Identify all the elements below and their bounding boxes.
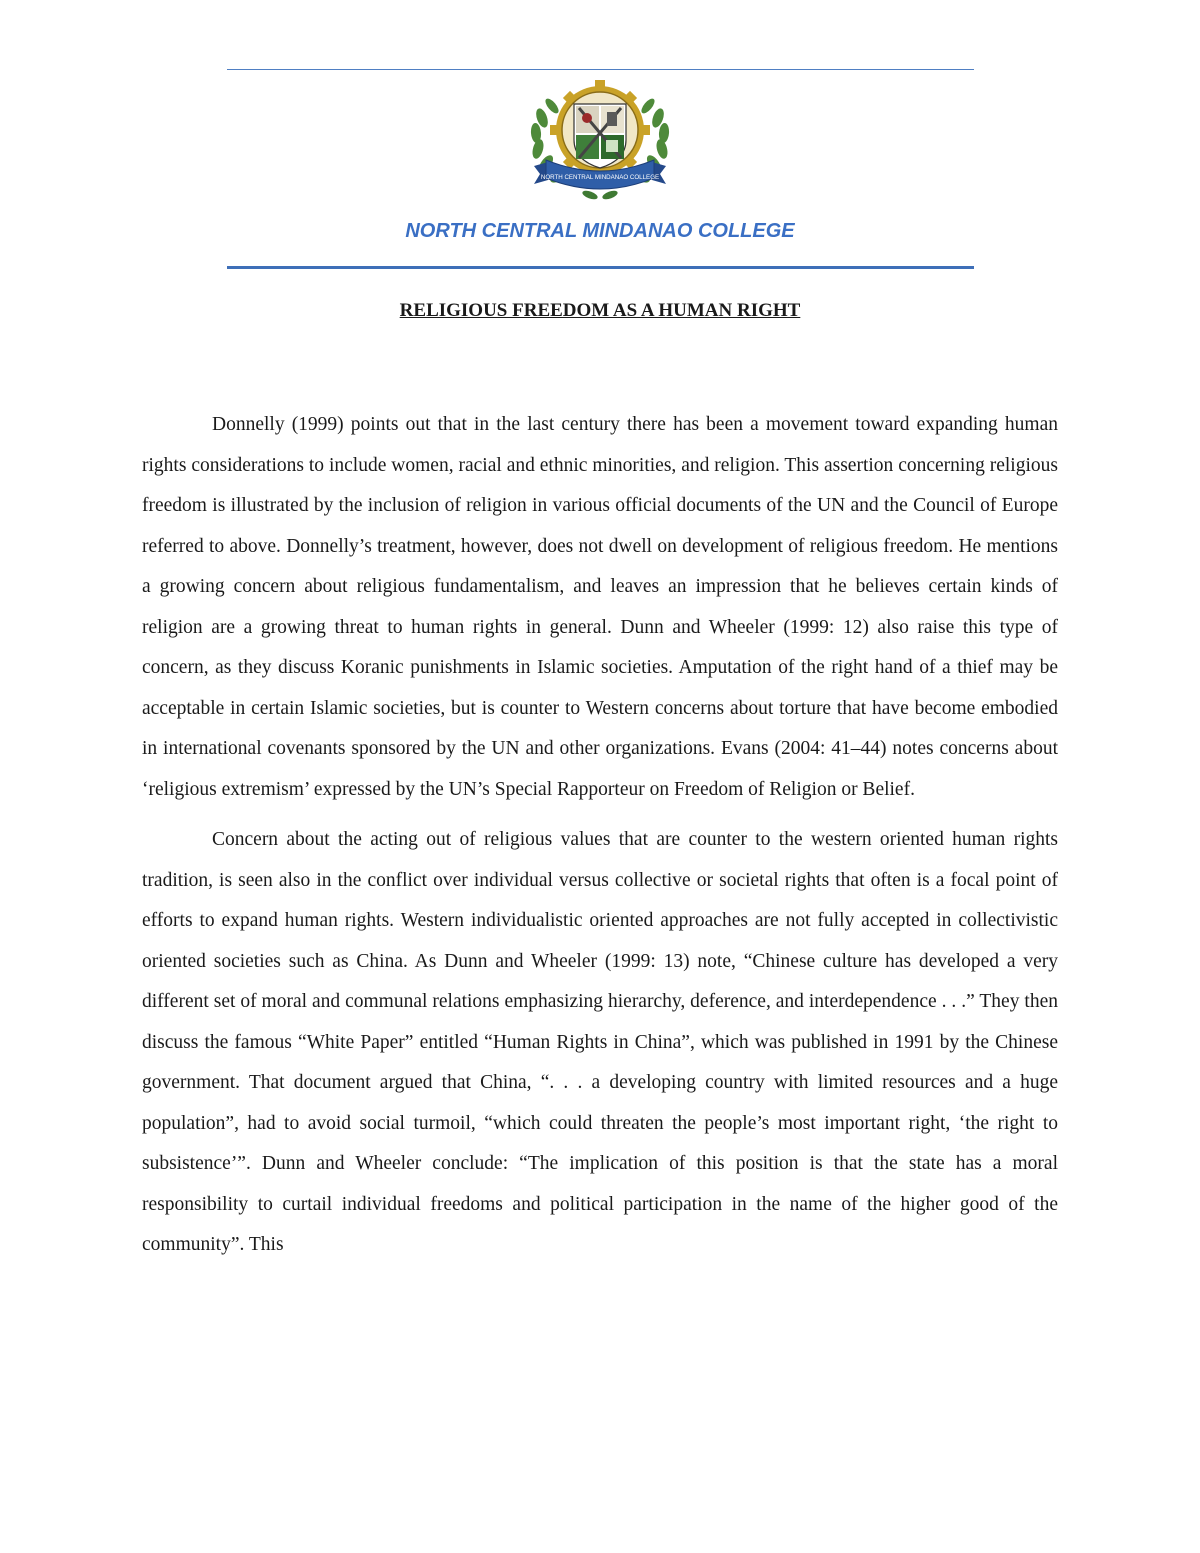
document-body <box>142 405 1058 1266</box>
document-title: RELIGIOUS FREEDOM AS A HUMAN RIGHT <box>399 300 801 321</box>
body-paragraph-1: Donnelly (1999) points out that in the last century there has been a movement toward expanding human rights considerations to include women, racial and ethnic minorities, and religion. This assertion concerning religious freedom is illustrated by the inclusion of religion in various official documents of the UN and the Council of Europe referred to above. Donnelly’s treatment, however, does not dwell on development of religious freedom. He mentions a growing concern about religious fundamentalism, and leaves an impression that he believes certain kinds of religion are a growing threat to human rights in general. Dunn and Wheeler (1999: 12) also raise this type of concern, as they discuss Koranic punishments in Islamic societies. Amputation of the right hand of a thief may be acceptable in certain Islamic societies, but is counter to Western concerns about torture that have become embodied in international covenants sponsored by the UN and other organizations. Evans (2004: 41–44) notes concerns about ‘religious extremism’ expressed by the UN’s Special Rapporteur on Freedom of Religion or Belief. <box>142 414 1058 800</box>
header-bottom-rule <box>227 266 974 269</box>
shield-emblem-icon <box>574 104 626 168</box>
header-top-rule <box>227 69 974 70</box>
institution-name: NORTH CENTRAL MINDANAO COLLEGE <box>405 220 795 242</box>
laurel-bottom-icon <box>581 189 618 201</box>
college-seal-logo <box>524 78 676 206</box>
seal-ribbon-text: NORTH CENTRAL MINDANAO COLLEGE <box>540 174 660 181</box>
body-paragraph-2: Concern about the acting out of religious values that are counter to the western oriented human rights tradition, is seen also in the conflict over individual versus collective or societal rights that often is a focal point of efforts to expand human rights. Western individualistic oriented approaches are not fully accepted in collectivistic oriented societies such as China. As Dunn and Wheeler (1999: 13) note, “Chinese culture has developed a very different set of moral and communal relations emphasizing hierarchy, deference, and interdependence . . .” They then discuss the famous “White Paper” entitled “Human Rights in China”, which was published in 1991 by the Chinese government. That document argued that China, “. . . a developing country with limited resources and a huge population”, had to avoid social turmoil, “which could threaten the people’s most important right, ‘the right to subsistence’”. Dunn and Wheeler conclude: “The implication of this position is that the state has a moral responsibility to curtail individual freedoms and political participation in the name of the higher good of the community”. This <box>142 829 1058 1255</box>
